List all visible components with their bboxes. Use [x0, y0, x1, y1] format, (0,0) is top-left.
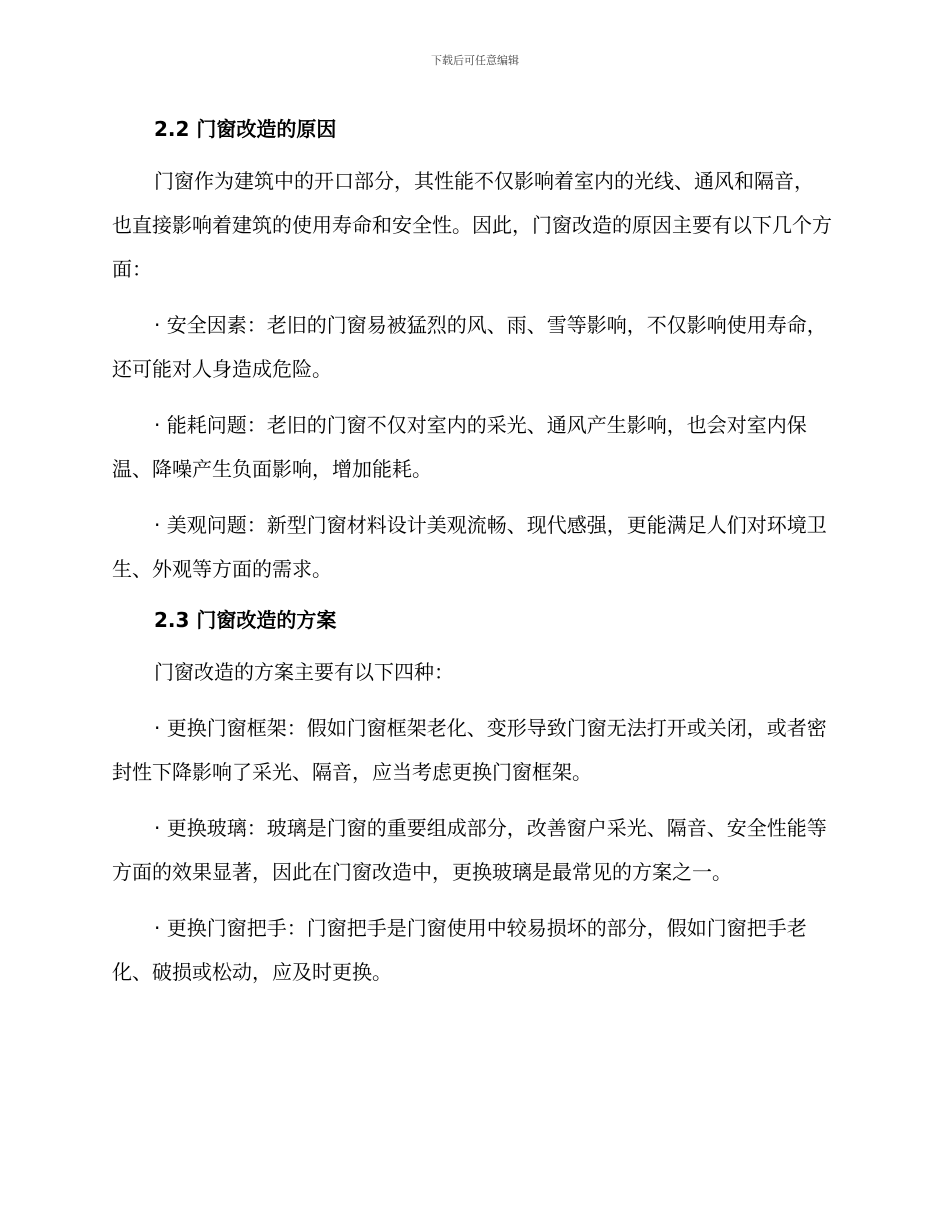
- document-body: [112, 112, 832, 1006]
- paragraph-intro-plans: 门窗改造的方案主要有以下四种：: [154, 660, 454, 684]
- section-heading-2-3: 2.3 门窗改造的方案: [154, 608, 337, 632]
- bullet-energy: · 能耗问题：老旧的门窗不仅对室内的采光、通风产生影响，也会对室内保温、降噪产生负面影响，增加能耗。: [112, 413, 807, 481]
- paragraph-intro-reasons: 门窗作为建筑中的开口部分，其性能不仅影响着室内的光线、通风和隔音，也直接影响着建筑的使用寿命和安全性。因此，门窗改造的原因主要有以下几个方面：: [112, 169, 832, 281]
- section-heading-2-2: 2.2 门窗改造的原因: [154, 117, 337, 141]
- bullet-replace-handle: · 更换门窗把手：门窗把手是门窗使用中较易损坏的部分，假如门窗把手老化、破损或松动，应及时更换。: [112, 916, 807, 984]
- bullet-replace-frame: · 更换门窗框架：假如门窗框架老化、变形导致门窗无法打开或关闭，或者密封性下降影响了采光、隔音，应当考虑更换门窗框架。: [112, 716, 827, 784]
- page-header: 下载后可任意编辑: [431, 54, 519, 67]
- bullet-replace-glass: · 更换玻璃：玻璃是门窗的重要组成部分，改善窗户采光、隔音、安全性能等方面的效果显著，因此在门窗改造中，更换玻璃是最常见的方案之一。: [112, 816, 827, 884]
- bullet-appearance: · 美观问题：新型门窗材料设计美观流畅、现代感强，更能满足人们对环境卫生、外观等方面的需求。: [112, 513, 827, 581]
- bullet-safety: · 安全因素：老旧的门窗易被猛烈的风、雨、雪等影响，不仅影响使用寿命，还可能对人身造成危险。: [112, 313, 827, 381]
